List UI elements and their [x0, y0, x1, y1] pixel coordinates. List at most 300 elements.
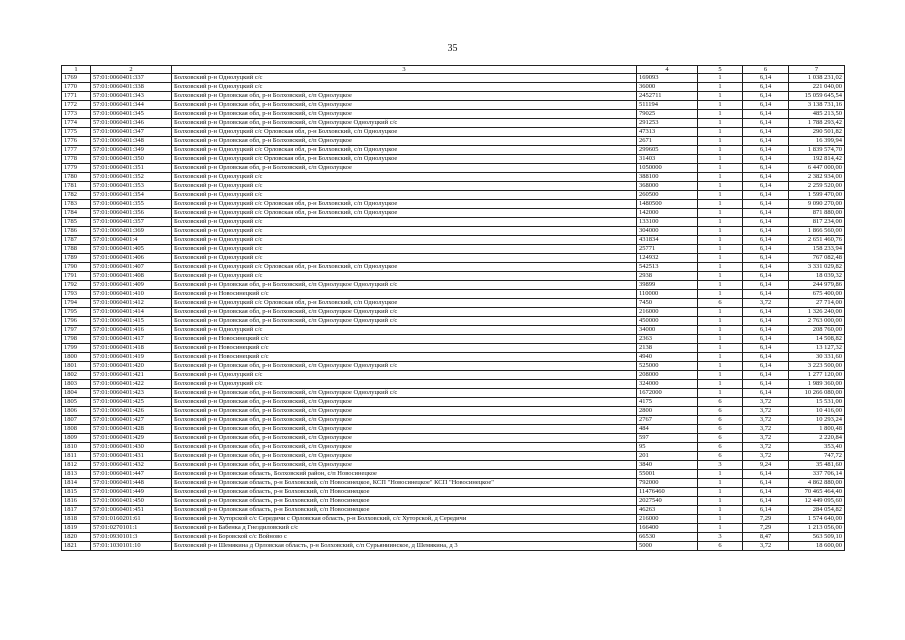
table-row [62, 209, 845, 218]
value-cell: 3 138 731,16 [789, 101, 845, 110]
table-row [62, 398, 845, 407]
address-cell: Болховский р-н Орловская обл, р-н Болховский, с/п Однолуцкое [172, 137, 637, 146]
rate-cell: 6,14 [743, 506, 789, 515]
value-cell: 1 800,48 [789, 425, 845, 434]
area-cell: 511194 [637, 101, 698, 110]
address-cell: Болховский р-н Орловская обл, р-н Болховский, с/п Однолуцкое [172, 407, 637, 416]
table-row [62, 245, 845, 254]
cadastral-number: 57:01:0060401:352 [91, 173, 172, 182]
table-row [62, 101, 845, 110]
category-cell: 1 [698, 371, 743, 380]
row-number: 1770 [62, 83, 91, 92]
category-cell: 1 [698, 254, 743, 263]
cadastral-number: 57:01:0060401:369 [91, 227, 172, 236]
row-number: 1790 [62, 263, 91, 272]
area-cell: 2027540 [637, 497, 698, 506]
row-number: 1802 [62, 371, 91, 380]
rate-cell: 6,14 [743, 101, 789, 110]
row-number: 1791 [62, 272, 91, 281]
rate-cell: 9,24 [743, 461, 789, 470]
address-cell: Болховский р-н Орловская область, Болховский район, с/п Новосинецкое [172, 470, 637, 479]
area-cell: 55001 [637, 470, 698, 479]
cadastral-number: 57:01:0060401:350 [91, 155, 172, 164]
category-cell: 1 [698, 200, 743, 209]
area-cell: 208000 [637, 371, 698, 380]
address-cell: Болховский р-н Орловская область, р-н Болховский, с/п Новосинецкое, КСП "Новосинецкое" КСП "Новосинецкое" [172, 479, 637, 488]
cadastral-number: 57:01:0160201:61 [91, 515, 172, 524]
column-header: 6 [743, 66, 789, 74]
table-row [62, 353, 845, 362]
area-cell: 142000 [637, 209, 698, 218]
value-cell: 6 447 000,00 [789, 164, 845, 173]
cadastral-number: 57:01:0060401:447 [91, 470, 172, 479]
value-cell: 4 862 880,00 [789, 479, 845, 488]
rate-cell: 6,14 [743, 119, 789, 128]
value-cell: 18 039,32 [789, 272, 845, 281]
address-cell: Болховский р-н Однолуцкий с/с [172, 182, 637, 191]
table-row [62, 182, 845, 191]
row-number: 1793 [62, 290, 91, 299]
value-cell: 208 760,00 [789, 326, 845, 335]
row-number: 1798 [62, 335, 91, 344]
value-cell: 27 714,00 [789, 299, 845, 308]
rate-cell: 6,14 [743, 371, 789, 380]
area-cell: 304000 [637, 227, 698, 236]
area-cell: 34000 [637, 326, 698, 335]
value-cell: 3 223 500,00 [789, 362, 845, 371]
address-cell: Болховский р-н Бабенка д Гнездиловский с/с [172, 524, 637, 533]
category-cell: 1 [698, 344, 743, 353]
category-cell: 1 [698, 74, 743, 83]
table-row [62, 227, 845, 236]
rate-cell: 8,47 [743, 533, 789, 542]
area-cell: 388100 [637, 173, 698, 182]
address-cell: Болховский р-н Орловская обл, р-н Болховский, с/п Однолуцкое Однолуцкий с/с [172, 389, 637, 398]
address-cell: Болховский р-н Однолуцкий с/с Орловская обл, р-н Болховский, с/п Однолуцкое [172, 128, 637, 137]
category-cell: 6 [698, 407, 743, 416]
rate-cell: 6,14 [743, 326, 789, 335]
table-row [62, 299, 845, 308]
category-cell: 1 [698, 506, 743, 515]
table-row [62, 542, 845, 551]
cadastral-number: 57:01:0060401:423 [91, 389, 172, 398]
rate-cell: 6,14 [743, 245, 789, 254]
address-cell: Болховский р-н Орловская область, р-н Болховский, с/п Новосинецкое [172, 488, 637, 497]
rate-cell: 3,72 [743, 407, 789, 416]
category-cell: 1 [698, 380, 743, 389]
area-cell: 2800 [637, 407, 698, 416]
category-cell: 1 [698, 227, 743, 236]
area-cell: 169093 [637, 74, 698, 83]
cadastral-number: 57:01:0060401:449 [91, 488, 172, 497]
table-row [62, 533, 845, 542]
table-row [62, 443, 845, 452]
value-cell: 675 400,00 [789, 290, 845, 299]
row-number: 1808 [62, 425, 91, 434]
address-cell: Болховский р-н Хуторской с/с Середичи с Орловская область, р-н Болховский, с/с Хуторской, д Середичи [172, 515, 637, 524]
table-row [62, 191, 845, 200]
area-cell: 25771 [637, 245, 698, 254]
value-cell: 192 814,42 [789, 155, 845, 164]
table-row [62, 344, 845, 353]
rate-cell: 6,14 [743, 344, 789, 353]
table-row [62, 155, 845, 164]
table-row [62, 326, 845, 335]
row-number: 1816 [62, 497, 91, 506]
row-number: 1776 [62, 137, 91, 146]
area-cell: 525000 [637, 362, 698, 371]
row-number: 1795 [62, 308, 91, 317]
category-cell: 6 [698, 452, 743, 461]
address-cell: Болховский р-н Орловская обл, р-н Болховский, с/п Однолуцкое [172, 461, 637, 470]
address-cell: Болховский р-н Однолуцкий с/с [172, 227, 637, 236]
table-row [62, 119, 845, 128]
cadastral-number: 57:01:0060401:419 [91, 353, 172, 362]
column-header: 5 [698, 66, 743, 74]
address-cell: Болховский р-н Орловская область, р-н Болховский, с/п Новосинецкое [172, 497, 637, 506]
row-number: 1820 [62, 533, 91, 542]
area-cell: 66530 [637, 533, 698, 542]
address-cell: Болховский р-н Однолуцкий с/с [172, 191, 637, 200]
category-cell: 6 [698, 434, 743, 443]
address-cell: Болховский р-н Орловская обл, р-н Болховский, с/п Однолуцкое Однолуцкий с/с [172, 362, 637, 371]
row-number: 1786 [62, 227, 91, 236]
table-row [62, 110, 845, 119]
value-cell: 1 599 470,00 [789, 191, 845, 200]
cadastral-number: 57:01:0060401:346 [91, 119, 172, 128]
row-number: 1772 [62, 101, 91, 110]
area-cell: 124932 [637, 254, 698, 263]
rate-cell: 6,14 [743, 182, 789, 191]
cadastral-number: 57:01:0060401:428 [91, 425, 172, 434]
value-cell: 1 213 056,00 [789, 524, 845, 533]
address-cell: Болховский р-н Однолуцкий с/с [172, 236, 637, 245]
category-cell: 1 [698, 245, 743, 254]
table-row [62, 236, 845, 245]
value-cell: 10 293,24 [789, 416, 845, 425]
row-number: 1812 [62, 461, 91, 470]
address-cell: Болховский р-н Орловская область, р-н Болховский, с/п Новосинецкое [172, 506, 637, 515]
table-row [62, 128, 845, 137]
row-number: 1787 [62, 236, 91, 245]
row-number: 1797 [62, 326, 91, 335]
address-cell: Болховский р-н Орловская обл, р-н Болховский, с/п Однолуцкое [172, 164, 637, 173]
address-cell: Болховский р-н Орловская обл, р-н Болховский, с/п Однолуцкое [172, 398, 637, 407]
table-row [62, 497, 845, 506]
area-cell: 792000 [637, 479, 698, 488]
table-row [62, 272, 845, 281]
cadastral-number: 57:01:0060401:338 [91, 83, 172, 92]
value-cell: 15 059 645,54 [789, 92, 845, 101]
row-number: 1814 [62, 479, 91, 488]
cadastral-number: 57:01:0060401:356 [91, 209, 172, 218]
rate-cell: 6,14 [743, 146, 789, 155]
value-cell: 14 508,82 [789, 335, 845, 344]
area-cell: 324000 [637, 380, 698, 389]
rate-cell: 6,14 [743, 200, 789, 209]
table-row [62, 470, 845, 479]
area-cell: 299605 [637, 146, 698, 155]
category-cell: 1 [698, 488, 743, 497]
cadastral-number: 57:01:1030101:10 [91, 542, 172, 551]
category-cell: 1 [698, 272, 743, 281]
address-cell: Болховский р-н Однолуцкий с/с [172, 173, 637, 182]
address-cell: Болховский р-н Новосинецкий с/с [172, 344, 637, 353]
value-cell: 485 213,50 [789, 110, 845, 119]
category-cell: 1 [698, 479, 743, 488]
table-row [62, 308, 845, 317]
area-cell: 2452711 [637, 92, 698, 101]
area-cell: 2767 [637, 416, 698, 425]
area-cell: 1050000 [637, 164, 698, 173]
category-cell: 1 [698, 110, 743, 119]
row-number: 1788 [62, 245, 91, 254]
value-cell: 10 266 080,00 [789, 389, 845, 398]
rate-cell: 6,14 [743, 353, 789, 362]
cadastral-number: 57:01:0060401:417 [91, 335, 172, 344]
area-cell: 31403 [637, 155, 698, 164]
rate-cell: 6,14 [743, 470, 789, 479]
rate-cell: 3,72 [743, 299, 789, 308]
area-cell: 11476460 [637, 488, 698, 497]
area-cell: 201 [637, 452, 698, 461]
row-number: 1778 [62, 155, 91, 164]
address-cell: Болховский р-н Орловская обл, р-н Болховский, с/п Однолуцкое [172, 416, 637, 425]
header-row [62, 66, 845, 74]
address-cell: Болховский р-н Однолуцкий с/с Орловская обл, р-н Болховский, с/п Однолуцкое [172, 209, 637, 218]
category-cell: 1 [698, 353, 743, 362]
row-number: 1779 [62, 164, 91, 173]
value-cell: 1 788 293,42 [789, 119, 845, 128]
rate-cell: 6,14 [743, 74, 789, 83]
rate-cell: 6,14 [743, 281, 789, 290]
table-row [62, 452, 845, 461]
row-number: 1794 [62, 299, 91, 308]
table-row [62, 362, 845, 371]
cadastral-number: 57:01:0060401:408 [91, 272, 172, 281]
cadastral-number: 57:01:0060401:450 [91, 497, 172, 506]
table-row [62, 506, 845, 515]
area-cell: 450000 [637, 317, 698, 326]
address-cell: Болховский р-н Орловская обл, р-н Болховский, с/п Однолуцкое [172, 110, 637, 119]
address-cell: Болховский р-н Шемякина д Орловская область, р-н Болховский, с/п Сурьяниинское, д Шемякина, д 3 [172, 542, 637, 551]
rate-cell: 6,14 [743, 218, 789, 227]
category-cell: 1 [698, 362, 743, 371]
address-cell: Болховский р-н Однолуцкий с/с [172, 218, 637, 227]
address-cell: Болховский р-н Однолуцкий с/с Орловская обл, р-н Болховский, с/п Однолуцкое [172, 299, 637, 308]
rate-cell: 6,14 [743, 290, 789, 299]
category-cell: 6 [698, 416, 743, 425]
area-cell: 260500 [637, 191, 698, 200]
table-row [62, 92, 845, 101]
cadastral-number: 57:01:0270101:1 [91, 524, 172, 533]
cadastral-number: 57:01:0060401:425 [91, 398, 172, 407]
table-row [62, 380, 845, 389]
table-row [62, 263, 845, 272]
row-number: 1789 [62, 254, 91, 263]
value-cell: 70 465 464,40 [789, 488, 845, 497]
area-cell: 291253 [637, 119, 698, 128]
row-number: 1777 [62, 146, 91, 155]
table-row [62, 146, 845, 155]
cadastral-number: 57:01:0060401:421 [91, 371, 172, 380]
value-cell: 1 038 231,02 [789, 74, 845, 83]
table-body [62, 74, 845, 551]
rate-cell: 6,14 [743, 164, 789, 173]
address-cell: Болховский р-н Орловская обл, р-н Болховский, с/п Однолуцкое [172, 452, 637, 461]
value-cell: 337 706,14 [789, 470, 845, 479]
area-cell: 79025 [637, 110, 698, 119]
area-cell: 95 [637, 443, 698, 452]
table-row [62, 83, 845, 92]
cadastral-number: 57:01:0060401:412 [91, 299, 172, 308]
value-cell: 158 233,94 [789, 245, 845, 254]
area-cell: 2671 [637, 137, 698, 146]
rate-cell: 6,14 [743, 362, 789, 371]
rate-cell: 6,14 [743, 263, 789, 272]
cadastral-number: 57:01:0930101:3 [91, 533, 172, 542]
category-cell: 1 [698, 389, 743, 398]
address-cell: Болховский р-н Боровской с/с Войново с [172, 533, 637, 542]
category-cell: 1 [698, 146, 743, 155]
address-cell: Болховский р-н Однолуцкий с/с [172, 74, 637, 83]
value-cell: 1 989 360,00 [789, 380, 845, 389]
area-cell: 36000 [637, 83, 698, 92]
area-cell: 2363 [637, 335, 698, 344]
rate-cell: 6,14 [743, 227, 789, 236]
area-cell: 216000 [637, 515, 698, 524]
category-cell: 6 [698, 443, 743, 452]
rate-cell: 6,14 [743, 380, 789, 389]
rate-cell: 6,14 [743, 236, 789, 245]
category-cell: 1 [698, 470, 743, 479]
rate-cell: 7,29 [743, 524, 789, 533]
area-cell: 368000 [637, 182, 698, 191]
rate-cell: 6,14 [743, 137, 789, 146]
land-plot-table [61, 65, 845, 551]
category-cell: 1 [698, 218, 743, 227]
rate-cell: 3,72 [743, 542, 789, 551]
column-header: 3 [172, 66, 637, 74]
value-cell: 284 054,82 [789, 506, 845, 515]
cadastral-number: 57:01:0060401:351 [91, 164, 172, 173]
area-cell: 166400 [637, 524, 698, 533]
value-cell: 18 600,00 [789, 542, 845, 551]
page-number: 35 [447, 43, 458, 54]
row-number: 1811 [62, 452, 91, 461]
value-cell: 3 331 029,82 [789, 263, 845, 272]
cadastral-number: 57:01:0060401:4 [91, 236, 172, 245]
cadastral-number: 57:01:0060401:345 [91, 110, 172, 119]
table-row [62, 371, 845, 380]
value-cell: 1 839 574,70 [789, 146, 845, 155]
area-cell: 1480500 [637, 200, 698, 209]
address-cell: Болховский р-н Новосинецкий с/с [172, 353, 637, 362]
cadastral-number: 57:01:0060401:357 [91, 218, 172, 227]
value-cell: 2 651 460,76 [789, 236, 845, 245]
category-cell: 1 [698, 515, 743, 524]
row-number: 1782 [62, 191, 91, 200]
rate-cell: 3,72 [743, 452, 789, 461]
address-cell: Болховский р-н Новосинецкий с/с [172, 335, 637, 344]
value-cell: 2 220,84 [789, 434, 845, 443]
category-cell: 1 [698, 263, 743, 272]
row-number: 1807 [62, 416, 91, 425]
area-cell: 2138 [637, 344, 698, 353]
table-row [62, 389, 845, 398]
area-cell: 2938 [637, 272, 698, 281]
address-cell: Болховский р-н Орловская обл, р-н Болховский, с/п Однолуцкое Однолуцкий с/с [172, 119, 637, 128]
address-cell: Болховский р-н Орловская обл, р-н Болховский, с/п Однолуцкое [172, 425, 637, 434]
cadastral-number: 57:01:0060401:429 [91, 434, 172, 443]
category-cell: 6 [698, 299, 743, 308]
address-cell: Болховский р-н Орловская обл, р-н Болховский, с/п Однолуцкое [172, 434, 637, 443]
area-cell: 3840 [637, 461, 698, 470]
area-cell: 46263 [637, 506, 698, 515]
cadastral-number: 57:01:0060401:418 [91, 344, 172, 353]
rate-cell: 3,72 [743, 398, 789, 407]
address-cell: Болховский р-н Однолуцкий с/с [172, 380, 637, 389]
table-row [62, 425, 845, 434]
value-cell: 221 040,00 [789, 83, 845, 92]
value-cell: 871 880,00 [789, 209, 845, 218]
value-cell: 767 082,48 [789, 254, 845, 263]
table-row [62, 461, 845, 470]
address-cell: Болховский р-н Орловская обл, р-н Болховский, с/п Однолуцкое Однолуцкий с/с [172, 281, 637, 290]
cadastral-number: 57:01:0060401:406 [91, 254, 172, 263]
rate-cell: 6,14 [743, 110, 789, 119]
area-cell: 47313 [637, 128, 698, 137]
row-number: 1774 [62, 119, 91, 128]
row-number: 1799 [62, 344, 91, 353]
row-number: 1806 [62, 407, 91, 416]
table-row [62, 173, 845, 182]
category-cell: 1 [698, 101, 743, 110]
category-cell: 1 [698, 164, 743, 173]
category-cell: 1 [698, 83, 743, 92]
value-cell: 1 574 640,00 [789, 515, 845, 524]
row-number: 1785 [62, 218, 91, 227]
row-number: 1784 [62, 209, 91, 218]
table-row [62, 164, 845, 173]
category-cell: 1 [698, 497, 743, 506]
address-cell: Болховский р-н Однолуцкий с/с Орловская обл, р-н Болховский, с/п Однолуцкое [172, 263, 637, 272]
area-cell: 431834 [637, 236, 698, 245]
rate-cell: 7,29 [743, 515, 789, 524]
table-row [62, 407, 845, 416]
row-number: 1817 [62, 506, 91, 515]
value-cell: 2 763 000,00 [789, 317, 845, 326]
category-cell: 1 [698, 119, 743, 128]
area-cell: 1672000 [637, 389, 698, 398]
row-number: 1775 [62, 128, 91, 137]
cadastral-number: 57:01:0060401:337 [91, 74, 172, 83]
area-cell: 133100 [637, 218, 698, 227]
area-cell: 39899 [637, 281, 698, 290]
cadastral-number: 57:01:0060401:430 [91, 443, 172, 452]
row-number: 1780 [62, 173, 91, 182]
row-number: 1769 [62, 74, 91, 83]
address-cell: Болховский р-н Новосинецкий с/с [172, 290, 637, 299]
category-cell: 1 [698, 209, 743, 218]
value-cell: 30 331,60 [789, 353, 845, 362]
table-row [62, 335, 845, 344]
category-cell: 6 [698, 425, 743, 434]
row-number: 1800 [62, 353, 91, 362]
rate-cell: 6,14 [743, 254, 789, 263]
table-row [62, 218, 845, 227]
value-cell: 244 979,86 [789, 281, 845, 290]
